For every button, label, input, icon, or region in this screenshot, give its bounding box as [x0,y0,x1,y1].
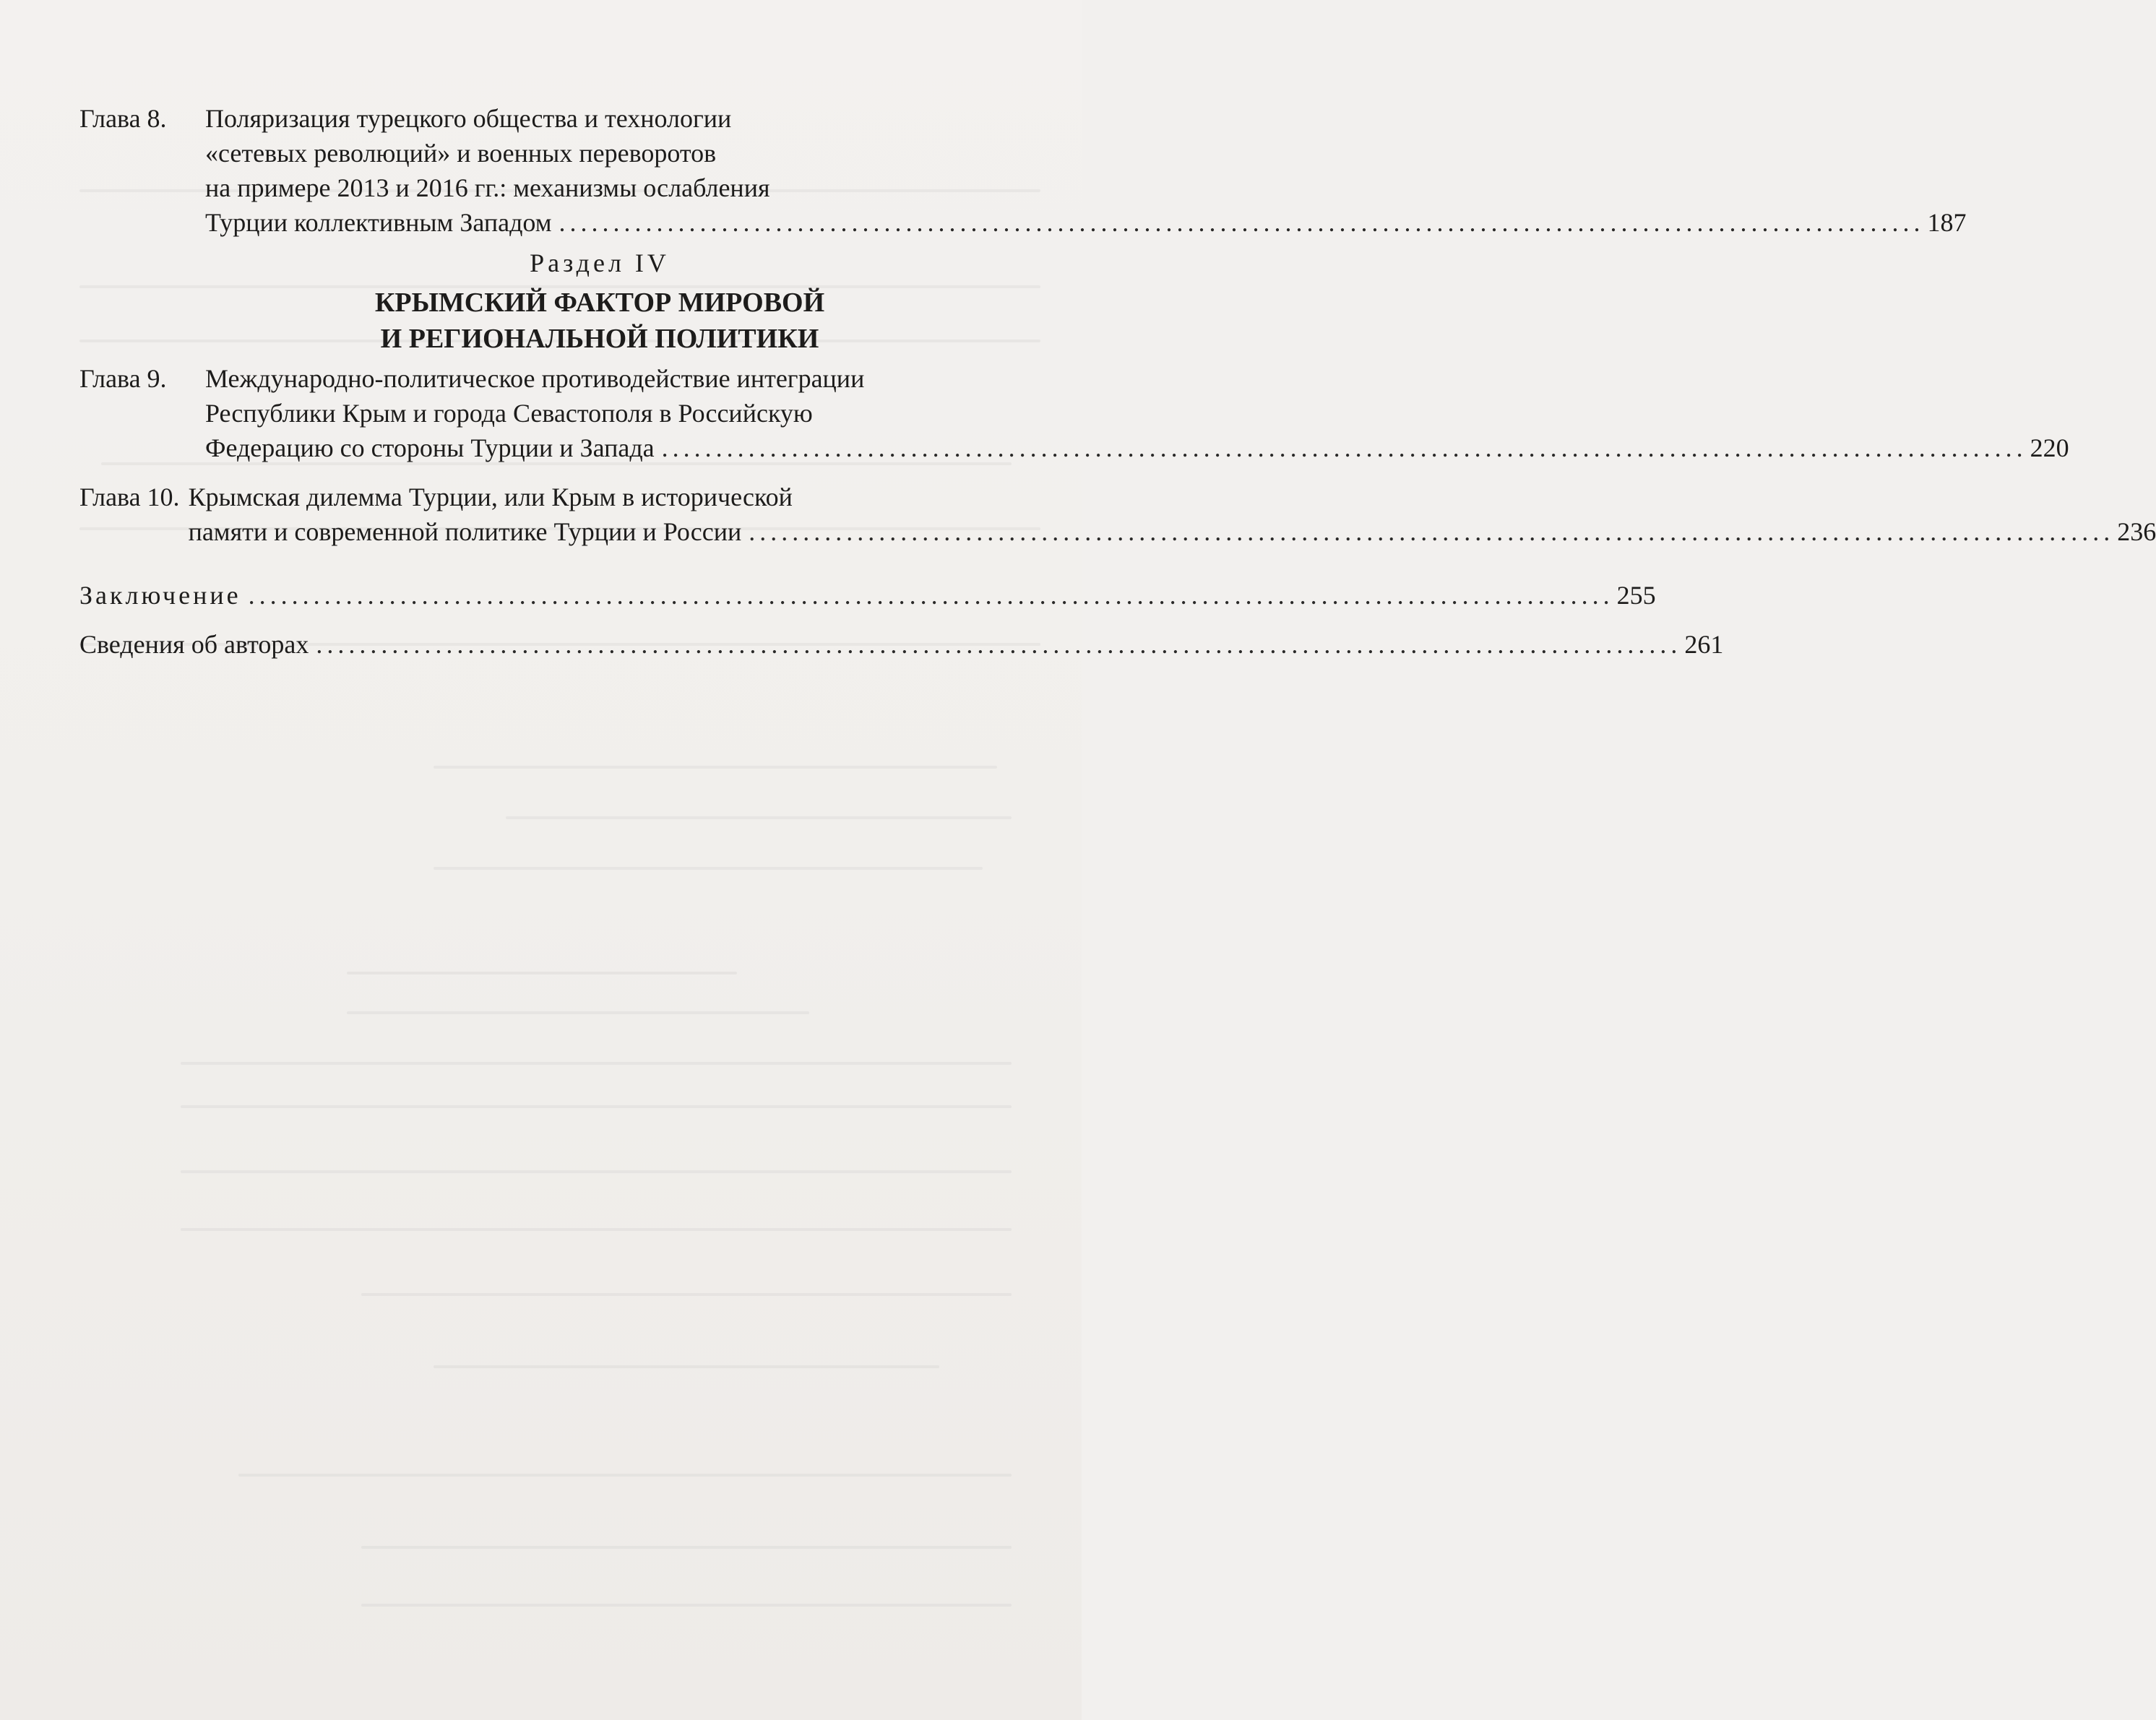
bleed-through-line [238,1474,1012,1477]
chapter-title-last-line [189,514,2156,549]
bleed-through-line [361,1546,1012,1549]
chapter-title [205,361,2069,465]
section-label: Раздел IV [530,249,670,277]
chapter-title-line: Крымская дилемма Турции, или Крым в исторической [188,483,793,511]
chapter-title-last-line [205,431,2069,465]
chapter-title-line: Международно-политическое противодействие интеграции [205,364,865,393]
page-number: 236 [2117,517,2156,546]
bleed-through-line [361,1293,1012,1296]
page-number: 220 [2030,433,2069,462]
dot-leader: .............................................................................................................................. [661,433,2027,462]
dot-leader: .............................................................................................................................. [248,581,1614,610]
dot-leader: .............................................................................................................................. [749,517,2115,546]
toc-entry-authors[interactable] [79,627,1724,662]
bleed-through-line [506,816,1012,819]
bleed-through-line [181,1228,1012,1231]
page-number: 187 [1927,208,1967,237]
bleed-through-line [181,1062,1012,1065]
spacer [79,465,1040,480]
chapter-title-line: на примере 2013 и 2016 гг.: механизмы ослабления [205,173,770,202]
section-title-line: КРЫМСКИЙ ФАКТОР МИРОВОЙ [374,288,825,318]
bleed-through-line [347,1011,809,1014]
section-title [79,285,1040,357]
page-number: 261 [1684,630,1724,659]
bleed-through-line [361,1604,1012,1607]
authors-label: Сведения об авторах [79,630,309,659]
dot-leader: .............................................................................................................................. [316,630,1682,659]
spacer [79,613,1040,627]
chapter-title-line: Федерацию со стороны Турции и Запада [205,433,655,462]
chapter-title-line: Поляризация турецкого общества и технологии [205,104,732,133]
chapter-title-line: «сетевых революций» и военных переворотов [205,139,717,168]
chapter-title-line: памяти и современной политике Турции и России [188,517,742,546]
table-of-contents [79,101,2156,662]
bleed-through-line [181,1170,1012,1173]
bleed-through-line [434,867,983,870]
dot-leader: .............................................................................................................................. [559,208,1925,237]
bleed-through-line [347,972,737,974]
toc-entry-chapter-9[interactable] [79,361,2069,465]
toc-entry-chapter-10[interactable] [79,480,2156,549]
chapter-title [205,101,1967,240]
toc-entry-conclusion[interactable] [79,578,1656,613]
spacer [79,549,1040,578]
chapter-title [189,480,2156,549]
section-title-line: И РЕГИОНАЛЬНОЙ ПОЛИТИКИ [380,324,819,354]
chapter-title-last-line [205,205,1967,240]
chapter-number: Глава 10. [79,483,180,511]
toc-entry-chapter-8[interactable] [79,101,1967,240]
chapter-number: Глава 9. [79,364,167,393]
conclusion-label: Заключение [79,581,241,610]
bleed-through-line [434,1365,939,1368]
page-number: 255 [1616,581,1656,610]
chapter-title-line: Республики Крым и города Севастополя в Российскую [205,399,813,428]
bleed-through-line [181,1105,1012,1108]
bleed-through-line [434,766,997,769]
chapter-title-line: Турции коллективным Западом [205,208,552,237]
chapter-number: Глава 8. [79,104,167,133]
